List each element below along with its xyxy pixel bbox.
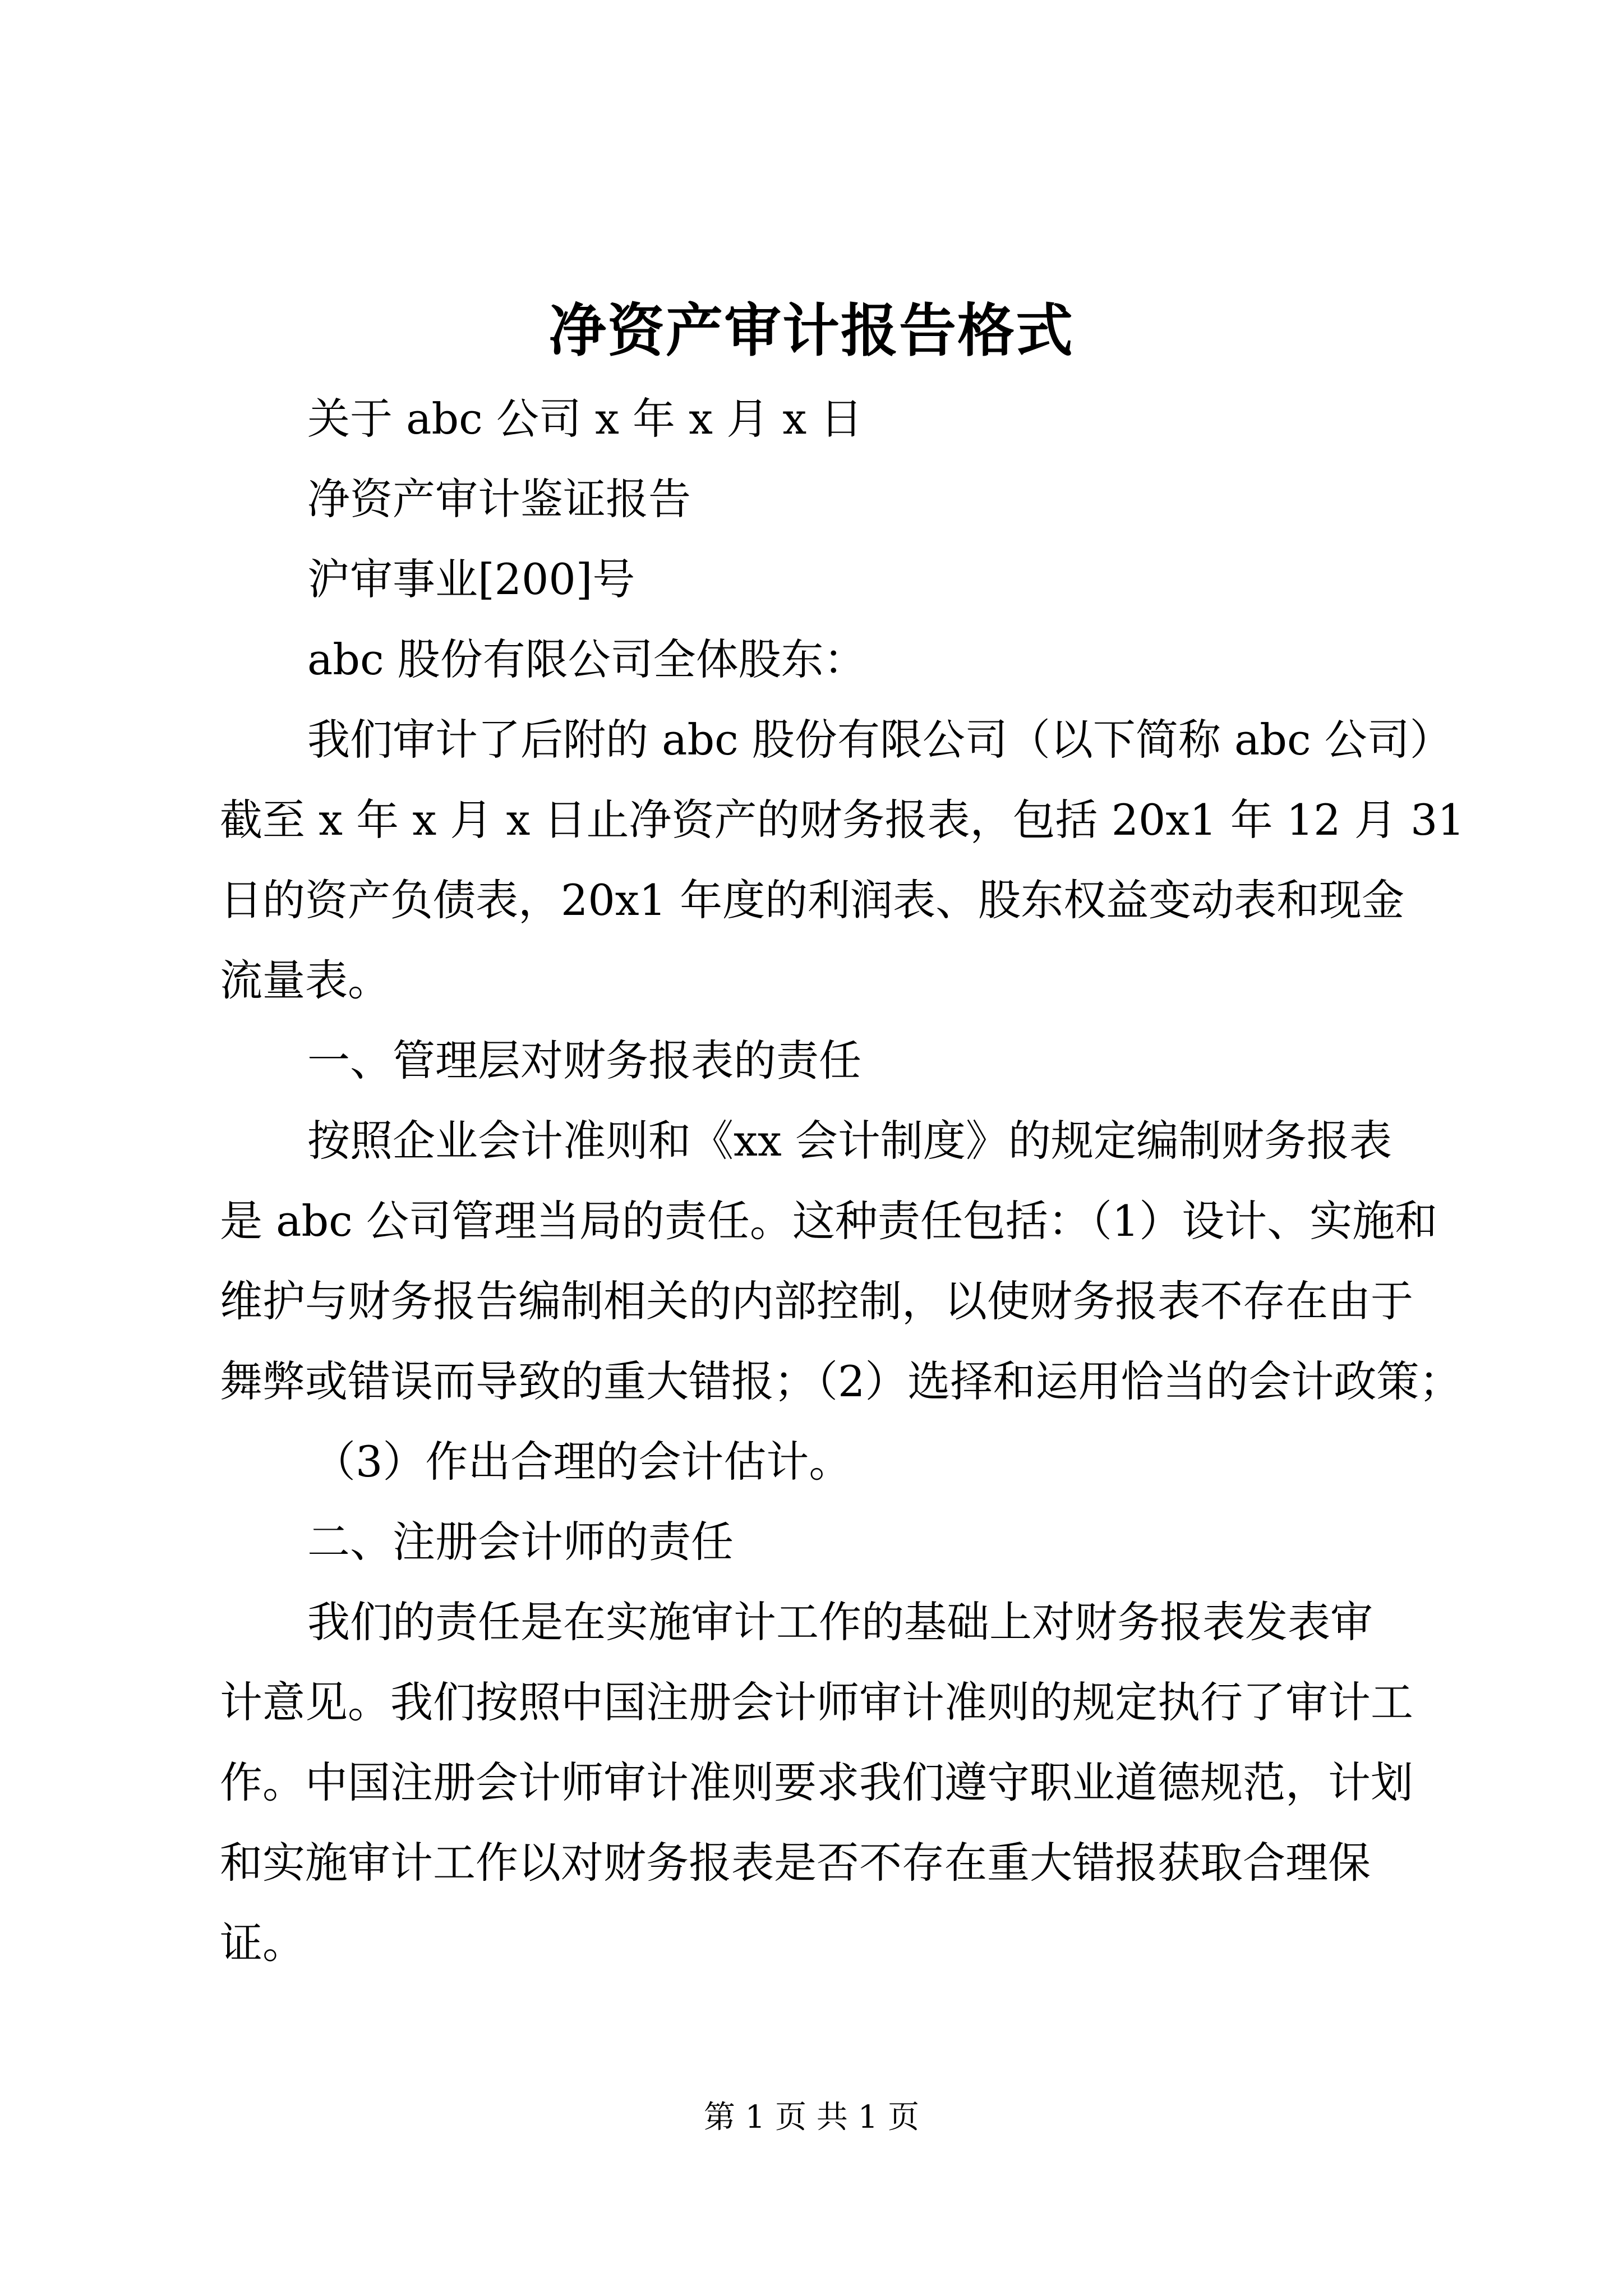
line-16: 我们的责任是在实施审计工作的基础上对财务报表发表审 xyxy=(307,1597,1373,1647)
line-8: 流量表。 xyxy=(220,955,390,1005)
line-14: （3）作出合理的会计估计。 xyxy=(313,1437,852,1487)
document-body xyxy=(220,379,1465,1983)
line-11: 是 abc 公司管理当局的责任。这种责任包括：（1）设计、实施和 xyxy=(220,1196,1438,1246)
line-5: 我们审计了后附的 abc 股份有限公司（以下简称 abc 公司） xyxy=(307,715,1453,765)
line-20: 证。 xyxy=(220,1918,305,1968)
line-9: 一、管理层对财务报表的责任 xyxy=(307,1036,861,1085)
line-17: 计意见。我们按照中国注册会计师审计准则的规定执行了审计工 xyxy=(220,1677,1413,1727)
line-2: 净资产审计鉴证报告 xyxy=(307,474,691,524)
line-7: 日的资产负债表，20x1 年度的利润表、股东权益变动表和现金 xyxy=(220,875,1405,925)
line-18: 作。中国注册会计师审计准则要求我们遵守职业道德规范，计划 xyxy=(220,1757,1413,1807)
line-12: 维护与财务报告编制相关的内部控制，以使财务报表不存在由于 xyxy=(220,1276,1413,1326)
line-19: 和实施审计工作以对财务报表是否不存在重大错报获取合理保 xyxy=(220,1838,1371,1888)
line-10: 按照企业会计准则和《xx 会计制度》的规定编制财务报表 xyxy=(307,1116,1392,1166)
line-13: 舞弊或错误而导致的重大错报；（2）选择和运用恰当的会计政策； xyxy=(220,1356,1462,1406)
line-6: 截至 x 年 x 月 x 日止净资产的财务报表，包括 20x1 年 12 月 31 xyxy=(220,795,1465,845)
line-15: 二、注册会计师的责任 xyxy=(307,1517,734,1567)
document-title: 净资产审计报告格式 xyxy=(549,297,1074,365)
line-3: 沪审事业[200]号 xyxy=(307,554,635,604)
page-number-footer: 第 1 页 共 1 页 xyxy=(703,2099,920,2136)
line-1: 关于 abc 公司 x 年 x 月 x 日 xyxy=(307,394,863,444)
line-4: abc 股份有限公司全体股东： xyxy=(307,634,866,684)
